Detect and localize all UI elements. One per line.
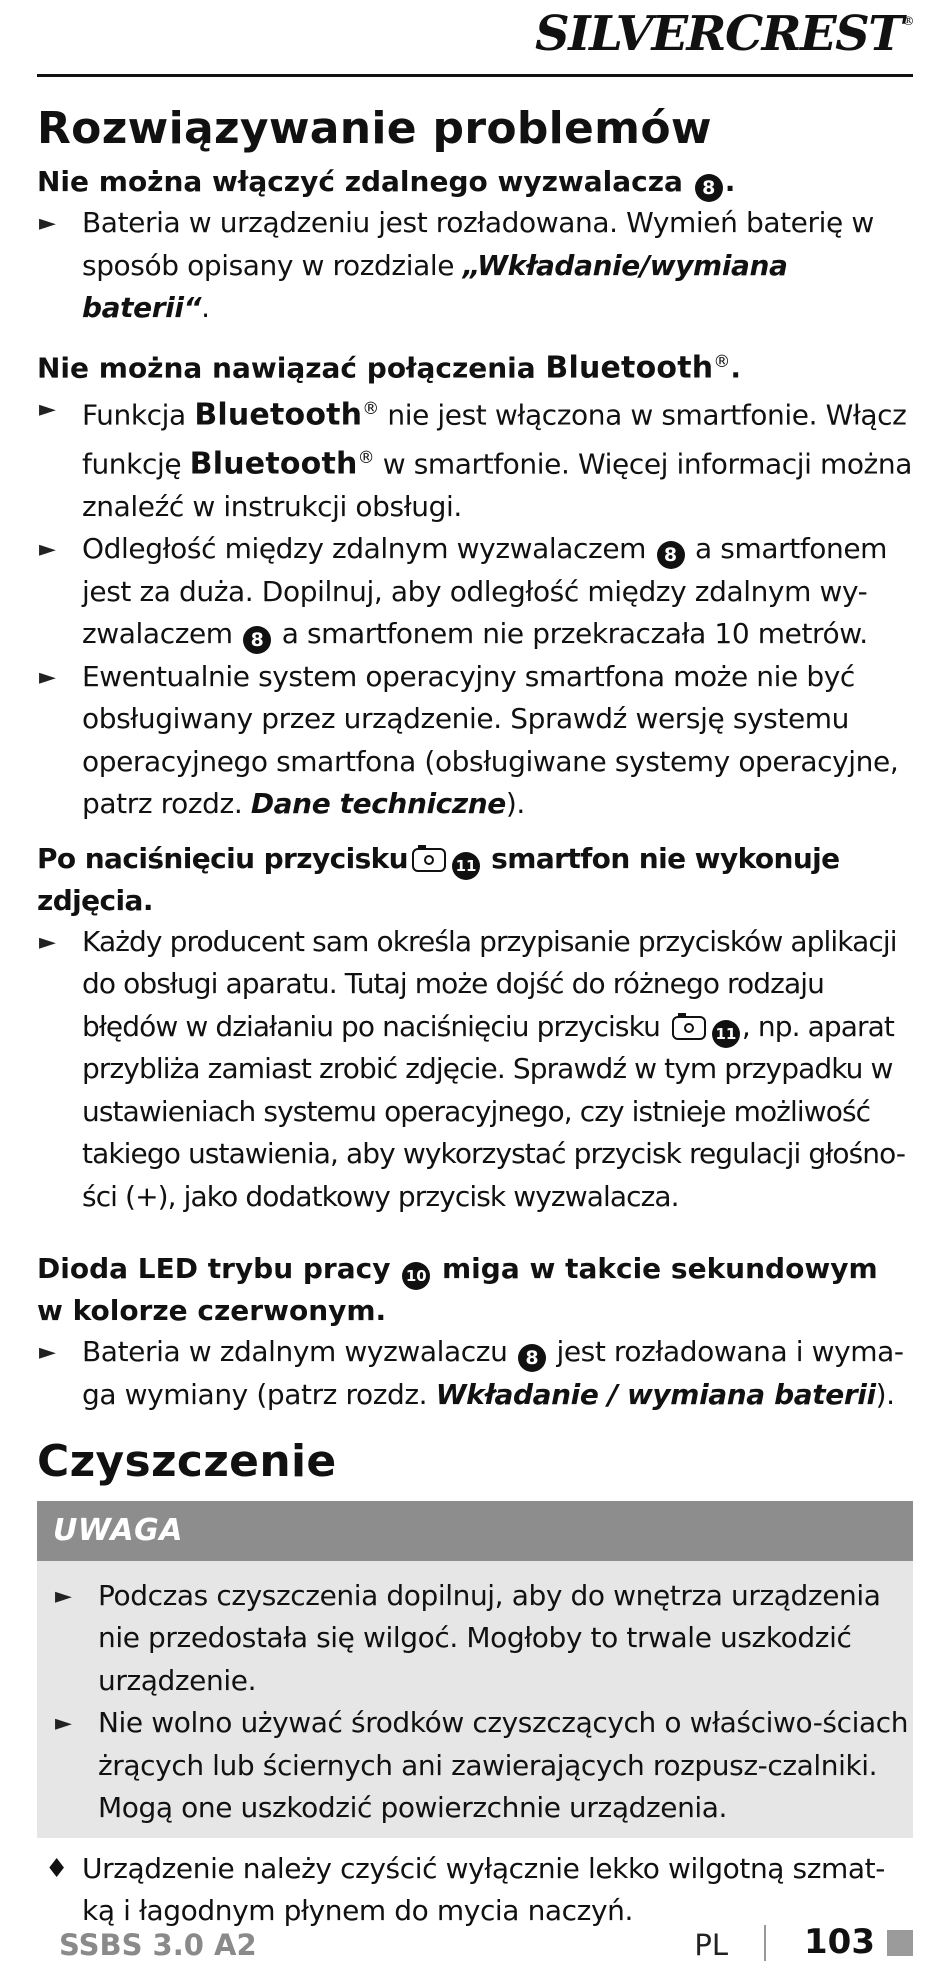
problem-heading-text: miga w takcie sekundowym w kolorze czerwonym. (37, 1252, 878, 1328)
item-text: Podczas czyszczenia dopilnuj, aby do wnętrza urządzenia nie przedostała się wilgoć. Mogłoby to trwale uszkodzić urządzenie. (98, 1578, 881, 1697)
item-text: a smartfonem jest za duża. Dopilnuj, aby odległość między zdalnym wy-zwalaczem (82, 532, 888, 651)
page-number: 103 (804, 1922, 875, 1962)
arrow-bullet-icon: ► (39, 664, 56, 690)
registered-mark: ® (362, 399, 379, 420)
warning-box (37, 1501, 913, 1838)
bluetooth-wordmark: Bluetooth (194, 397, 363, 433)
ref-number-10: 10 (402, 1262, 430, 1290)
brand-registered-mark: ® (902, 14, 913, 28)
arrow-bullet-icon: ► (55, 1583, 72, 1609)
registered-mark: ® (713, 351, 731, 372)
list-item (37, 388, 913, 528)
arrow-bullet-icon: ► (39, 537, 56, 563)
diamond-bullet-icon: ♦ (45, 1853, 68, 1884)
manual-page (37, 0, 913, 1963)
warning-body (37, 1561, 913, 1838)
problem-heading-text: Nie można włączyć zdalnego wyzwalacza (37, 165, 683, 199)
item-text: a smartfonem nie przekraczała 10 metrów. (273, 617, 868, 651)
list-item (53, 1702, 913, 1830)
page-footer (37, 1920, 913, 1960)
list-item (37, 202, 913, 330)
arrow-bullet-icon: ► (39, 1340, 56, 1366)
item-text: w smartfonie. Więcej informacji można znaleźć w instrukcji obsługi. (82, 447, 912, 523)
item-text: Urządzenie należy czyścić wyłącznie lekko wilgotną szmat-ką i łagodnym płynem do mycia naczyń. (82, 1851, 885, 1928)
chapter-reference: Wkładanie / wymiana baterii (435, 1377, 876, 1411)
problem-heading-text: Dioda LED trybu pracy (37, 1252, 391, 1286)
item-text: jest rozładowana i wyma-ga wymiany (patrz rozdz. (82, 1335, 904, 1411)
item-text: ). (505, 787, 525, 821)
item-text: Bateria w urządzeniu jest rozładowana. Wymień baterię w sposób opisany w rozdziale (82, 206, 874, 282)
language-code: PL (694, 1928, 728, 1962)
problem-heading-text: smartfon nie wykonuje zdjęcia. (37, 841, 840, 917)
list-item (37, 528, 913, 656)
warning-label: UWAGA (37, 1501, 913, 1561)
list-item (53, 1575, 913, 1703)
list-item (37, 1331, 913, 1416)
item-text: Odległość między zdalnym wyzwalaczem (82, 532, 655, 566)
problem-heading-text: Po naciśnięciu przycisku (37, 841, 409, 875)
problem-heading-camera-button (37, 838, 913, 921)
ref-number-8: 8 (695, 174, 723, 202)
arrow-bullet-icon: ► (39, 397, 56, 423)
item-text: Nie wolno używać środków czyszczących o właściwo-ściach żrących lub ściernych ani zawierających rozpusz-czalniki. Mogą one uszkodzić powierzchnie urządzenia. (98, 1706, 909, 1825)
item-text: Ewentualnie system operacyjny smartfona może nie być obsługiwany przez urządzenie. Sprawdź wersję systemu operacyjnego smartfona (obsługiwane systemy operacyjne, patrz rozdz. (82, 659, 899, 821)
bluetooth-wordmark: Bluetooth (189, 446, 358, 482)
footer-divider (764, 1925, 766, 1961)
item-text: Każdy producent sam określa przypisanie przycisków aplikacji do obsługi aparatu. Tutaj może dojść do różnego rodzaju błędów w działaniu po naciśnięciu przycisku (82, 924, 897, 1043)
list-item (37, 656, 913, 826)
arrow-bullet-icon: ► (55, 1711, 72, 1737)
brand-logo (535, 6, 913, 62)
page-marker-square-icon (887, 1930, 913, 1956)
problem-heading-bluetooth: Nie można nawiązać połączenia Bluetooth®. (37, 350, 741, 386)
page-header (37, 0, 913, 77)
arrow-bullet-icon: ► (39, 211, 56, 237)
item-text: . (201, 291, 210, 325)
item-text: Funkcja (82, 398, 195, 432)
item-text: nie jest włączona w smartfonie. Włącz funkcję (82, 398, 907, 481)
problem-heading-led (37, 1248, 913, 1331)
registered-mark: ® (357, 448, 375, 469)
chapter-reference: „Wkładanie/wymiana baterii“ (82, 248, 788, 325)
arrow-bullet-icon: ► (39, 929, 56, 955)
camera-button-icon (412, 848, 446, 872)
problem-heading-text: Nie można nawiązać połączenia (37, 351, 536, 385)
bluetooth-wordmark: Bluetooth (545, 350, 714, 386)
item-text: ). (875, 1377, 895, 1411)
brand-name: SILVERCREST (535, 6, 903, 62)
problem-heading-remote-on: Nie można włączyć zdalnego wyzwalacza 8 . (37, 161, 913, 202)
camera-button-icon (672, 1016, 706, 1040)
ref-number-8: 8 (243, 626, 271, 654)
ref-number-11: 11 (452, 852, 480, 880)
ref-number-11: 11 (712, 1020, 740, 1048)
item-text: , np. aparat przybliża zamiast zrobić zdjęcie. Sprawdź w tym przypadku w ustawieniach systemu operacyjnego, czy istnieje możliwość takiego ustawienia, aby wykorzystać przycisk regulacji głośno-ści (+), jako dodatkowy przycisk wyzwalacza. (82, 1009, 906, 1213)
ref-number-8: 8 (657, 541, 685, 569)
chapter-reference: Dane techniczne (250, 787, 506, 821)
troubleshooting-title: Rozwiązywanie problemów (37, 103, 712, 154)
cleaning-title: Czyszczenie (37, 1436, 337, 1488)
model-number: SSBS 3.0 A2 (59, 1928, 257, 1962)
ref-number-8: 8 (518, 1344, 546, 1372)
item-text: Bateria w zdalnym wyzwalaczu (82, 1335, 516, 1369)
list-item (37, 921, 913, 1219)
